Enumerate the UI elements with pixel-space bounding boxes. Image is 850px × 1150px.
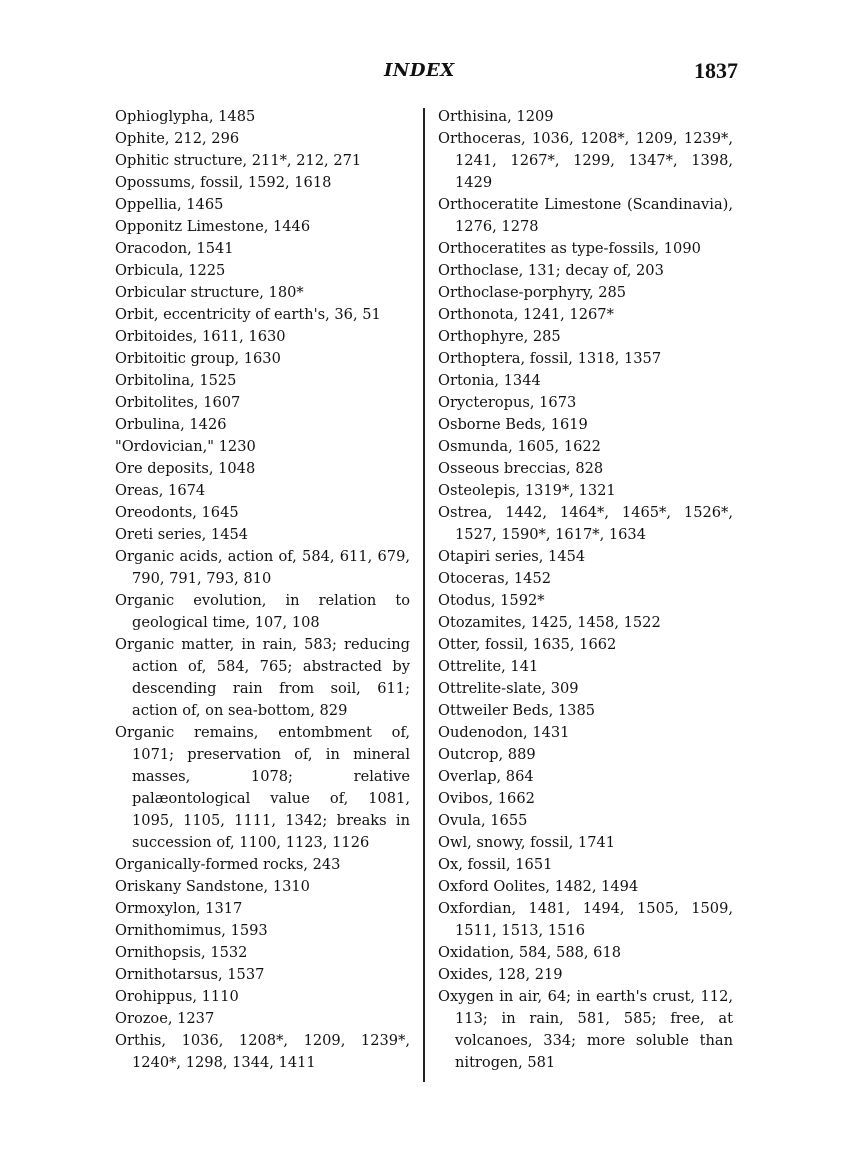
index-entry: Oudenodon, 1431 [438, 724, 570, 741]
index-entry: Otozamites, 1425, 1458, 1522 [438, 614, 661, 631]
index-entry: Orbicular structure, 180* [115, 284, 304, 301]
index-entry: Orthoceratite Limestone (Scandinavia), 1276, 1278 [438, 196, 733, 235]
index-entry: Orthoclase, 131; decay of, 203 [438, 262, 664, 279]
index-entry: Otapiri series, 1454 [438, 548, 586, 565]
index-entry: Oriskany Sandstone, 1310 [115, 878, 310, 895]
index-entry: Ophite, 212, 296 [115, 130, 240, 147]
index-entry: Orbitoides, 1611, 1630 [115, 328, 286, 345]
index-entry: Ore deposits, 1048 [115, 460, 256, 477]
index-entry: Osmunda, 1605, 1622 [438, 438, 601, 455]
index-entry: Oreas, 1674 [115, 482, 206, 499]
index-entry: Orbit, eccentricity of earth's, 36, 51 [115, 306, 381, 323]
running-title: INDEX [384, 60, 455, 81]
index-entry: Opossums, fossil, 1592, 1618 [115, 174, 332, 191]
index-entry: Oreodonts, 1645 [115, 504, 239, 521]
index-entry: Orozoe, 1237 [115, 1010, 215, 1027]
index-entry: Orbitoitic group, 1630 [115, 350, 281, 367]
index-entry: Orbulina, 1426 [115, 416, 227, 433]
index-entry: Ottweiler Beds, 1385 [438, 702, 596, 719]
index-entry: Opponitz Limestone, 1446 [115, 218, 311, 235]
index-entry: Orthonota, 1241, 1267* [438, 306, 614, 323]
index-entry: Organic acids, action of, 584, 611, 679, 790, 791, 793, 810 [115, 548, 410, 587]
index-entry: Orycteropus, 1673 [438, 394, 577, 411]
index-entry: Organically-formed rocks, 243 [115, 856, 341, 873]
index-entry: Orthoceras, 1036, 1208*, 1209, 1239*, 1241, 1267*, 1299, 1347*, 1398, 1429 [438, 130, 733, 191]
index-column-left [115, 106, 410, 1074]
index-entry: Ostrea, 1442, 1464*, 1465*, 1526*, 1527, 1590*, 1617*, 1634 [438, 504, 733, 543]
index-entry: Overlap, 864 [438, 768, 534, 785]
index-entry: Ortonia, 1344 [438, 372, 541, 389]
index-entry: Orbicula, 1225 [115, 262, 226, 279]
index-entry: Owl, snowy, fossil, 1741 [438, 834, 616, 851]
index-entry: Oracodon, 1541 [115, 240, 234, 257]
index-entry: Ovula, 1655 [438, 812, 528, 829]
page-number: 1837 [694, 58, 738, 83]
index-entry: Oxides, 128, 219 [438, 966, 563, 983]
index-column-right [438, 106, 733, 1074]
index-entry: Otter, fossil, 1635, 1662 [438, 636, 617, 653]
index-entry: Oxygen in air, 64; in earth's crust, 112, 113; in rain, 581, 585; free, at volcanoes, 334; more soluble than nitrogen, 581 [438, 988, 733, 1071]
index-entry: Orthoptera, fossil, 1318, 1357 [438, 350, 662, 367]
index-entry: Orthisina, 1209 [438, 108, 554, 125]
index-entry: Ornithomimus, 1593 [115, 922, 268, 939]
index-entry: Orthoclase-porphyry, 285 [438, 284, 627, 301]
index-entry: Ophioglypha, 1485 [115, 108, 256, 125]
index-entry: Organic evolution, in relation to geological time, 107, 108 [115, 592, 410, 631]
index-entry: Ormoxylon, 1317 [115, 900, 243, 917]
index-entry: Ornithotarsus, 1537 [115, 966, 265, 983]
index-entry: Outcrop, 889 [438, 746, 536, 763]
index-entry: "Ordovician," 1230 [115, 438, 256, 455]
index-entry: Oxfordian, 1481, 1494, 1505, 1509, 1511, 1513, 1516 [438, 900, 733, 939]
index-entry: Oxidation, 584, 588, 618 [438, 944, 622, 961]
index-entry: Orbitolina, 1525 [115, 372, 237, 389]
index-entry: Oxford Oolites, 1482, 1494 [438, 878, 639, 895]
index-entry: Ophitic structure, 211*, 212, 271 [115, 152, 362, 169]
index-entry: Osborne Beds, 1619 [438, 416, 588, 433]
index-entry: Orthoceratites as type-fossils, 1090 [438, 240, 701, 257]
index-entry: Oreti series, 1454 [115, 526, 249, 543]
index-entry: Otodus, 1592* [438, 592, 545, 609]
index-entry: Otoceras, 1452 [438, 570, 552, 587]
index-entry: Osseous breccias, 828 [438, 460, 604, 477]
index-entry: Ottrelite, 141 [438, 658, 539, 675]
index-entry: Orthophyre, 285 [438, 328, 561, 345]
index-entry: Ornithopsis, 1532 [115, 944, 248, 961]
index-entry: Organic remains, entombment of, 1071; preservation of, in mineral masses, 1078; relative palæontological value of, 1081, 1095, 1105, 1111, 1342; breaks in succession of, 1100, 1123, 1126 [115, 724, 410, 851]
page-header [0, 58, 850, 88]
index-entry: Osteolepis, 1319*, 1321 [438, 482, 616, 499]
index-entry: Organic matter, in rain, 583; reducing action of, 584, 765; abstracted by descending rain from soil, 611; action of, on sea-bottom, 829 [115, 636, 410, 719]
index-entry: Orohippus, 1110 [115, 988, 239, 1005]
index-entry: Ovibos, 1662 [438, 790, 535, 807]
index-entry: Orthis, 1036, 1208*, 1209, 1239*, 1240*, 1298, 1344, 1411 [115, 1032, 410, 1071]
index-entry: Orbitolites, 1607 [115, 394, 241, 411]
column-divider [423, 108, 425, 1082]
index-entry: Ox, fossil, 1651 [438, 856, 553, 873]
index-entry: Oppellia, 1465 [115, 196, 224, 213]
index-entry: Ottrelite-slate, 309 [438, 680, 579, 697]
